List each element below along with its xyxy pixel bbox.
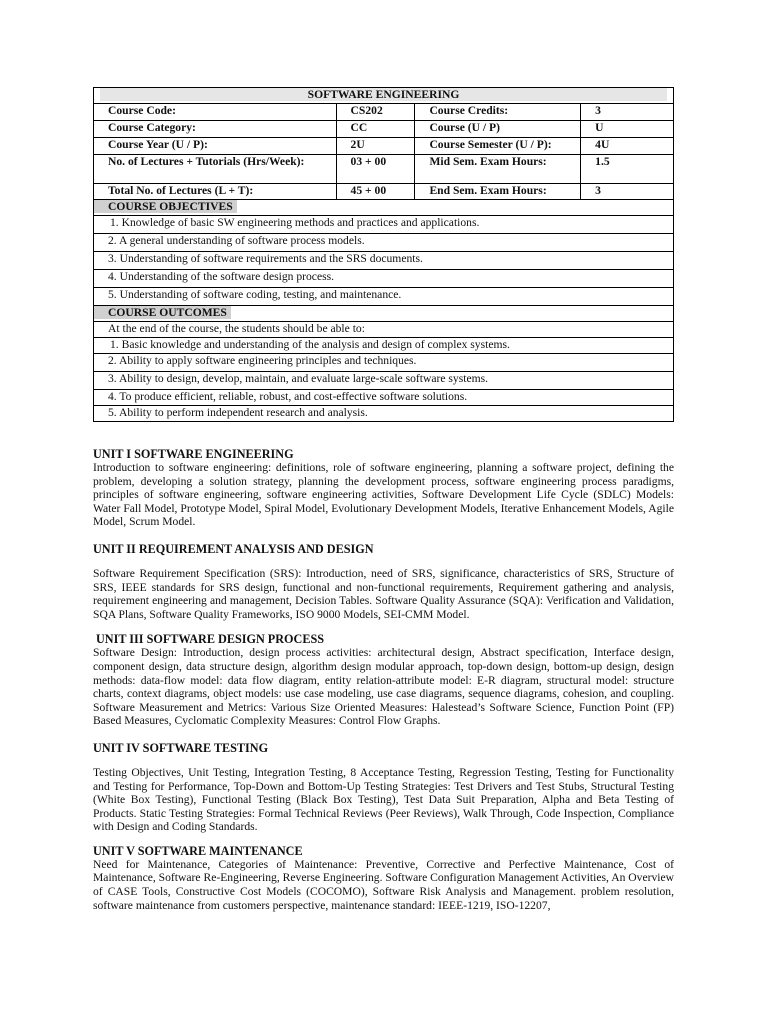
course-year-value: 2U — [336, 138, 415, 155]
course-info-table — [93, 87, 674, 422]
unit-heading: UNIT II REQUIREMENT ANALYSIS AND DESIGN — [93, 541, 374, 556]
outcome-item: 5. Ability to perform independent research and analysis. — [94, 406, 674, 422]
unit-heading: UNIT V SOFTWARE MAINTENANCE — [93, 843, 303, 858]
total-lectures-label: Total No. of Lectures (L + T): — [94, 184, 337, 200]
course-semester-label: Course Semester (U / P): — [415, 138, 581, 155]
unit-body: Introduction to software engineering: definitions, role of software engineering, planning a software project, defining the problem, developing a solution strategy, planning the development process, software engineering process paradigms, principles of software engineering, software engineering activities, Software Development Life Cycle (SDLC) Models: Water Fall Model, Prototype Model, Spiral Model, Evolutionary Development Models, Iterative Enhancement Models, Agile Model, Scrum Model. — [93, 461, 674, 529]
end-sem-hours-value: 3 — [581, 184, 674, 200]
course-category-value: CC — [336, 121, 415, 138]
unit-body: Testing Objectives, Unit Testing, Integration Testing, 8 Acceptance Testing, Regression Testing, Testing for Functionality and Testing for Performance, Top-Down and Bottom-Up Testing Strategies: Test Drivers and Test Stubs, Structural Testing (White Box Testing), Functional Testing (Black Box Testing), Test Data Suit Preparation, Alpha and Beta Testing of Products. Static Testing Strategies: Formal Technical Reviews (Peer Reviews), Walk Through, Code Inspection, Compliance with Design and Coding Standards. — [93, 765, 674, 834]
course-type-label: Course (U / P) — [415, 121, 581, 138]
objectives-heading-cell — [94, 200, 674, 216]
outcomes-heading-cell — [94, 306, 674, 322]
objectives-heading: COURSE OBJECTIVES — [94, 200, 237, 213]
end-sem-hours-label: End Sem. Exam Hours: — [415, 184, 581, 200]
course-year-label: Course Year (U / P): — [94, 138, 337, 155]
outcome-item: 4. To produce efficient, reliable, robust, and cost-effective software solutions. — [94, 390, 674, 406]
total-lectures-value: 45 + 00 — [336, 184, 415, 200]
info-row — [94, 138, 674, 155]
outcome-item: 1. Basic knowledge and understanding of the analysis and design of complex systems. — [94, 338, 674, 354]
objective-item: 2. A general understanding of software process models. — [94, 234, 674, 252]
unit-section — [93, 632, 674, 728]
course-code-value: CS202 — [336, 104, 415, 121]
course-code-label: Course Code: — [94, 104, 337, 121]
unit-body: Software Requirement Specification (SRS): Introduction, need of SRS, significance, characteristics of SRS, Structure of SRS, IEEE standards for SRS design, functional and non-functional requirements, Requirement gathering and analysis, requirement engineering and management, Decision Tables. Software Quality Assurance (SQA): Verification and Validation, SQA Plans, Software Quality Frameworks, ISO 9000 Models, SEI-CMM Model. — [93, 566, 674, 621]
unit-heading: UNIT IV SOFTWARE TESTING — [93, 740, 269, 755]
objective-item: 3. Understanding of software requirements and the SRS documents. — [94, 252, 674, 270]
outcomes-intro: At the end of the course, the students should be able to: — [94, 322, 674, 338]
unit-body: Need for Maintenance, Categories of Maintenance: Preventive, Corrective and Perfective Maintenance, Cost of Maintenance, Software Re-Engineering, Reverse Engineering. Software Configuration Management Activities, An Overview of CASE Tools, Constructive Cost Models (COCOMO), Software Risk Analysis and Management. problem resolution, software maintenance from customers perspective, maintenance standard: IEEE-1219, ISO-12207, — [93, 857, 674, 912]
mid-sem-hours-value: 1.5 — [581, 155, 674, 184]
unit-section — [93, 447, 674, 529]
info-row — [94, 121, 674, 138]
unit-section — [93, 844, 674, 912]
unit-section — [93, 741, 674, 834]
course-type-value: U — [581, 121, 674, 138]
course-semester-value: 4U — [581, 138, 674, 155]
lectures-per-week-label: No. of Lectures + Tutorials (Hrs/Week): — [94, 155, 337, 184]
objective-item: 4. Understanding of the software design process. — [94, 270, 674, 288]
course-title-cell — [94, 88, 674, 104]
outcome-item: 3. Ability to design, develop, maintain, and evaluate large-scale software systems. — [94, 372, 674, 390]
syllabus-page — [93, 87, 674, 912]
course-category-label: Course Category: — [94, 121, 337, 138]
objective-item: 5. Understanding of software coding, testing, and maintenance. — [94, 288, 674, 306]
outcomes-heading: COURSE OUTCOMES — [94, 306, 231, 319]
course-credits-label: Course Credits: — [415, 104, 581, 121]
course-title: SOFTWARE ENGINEERING — [100, 88, 667, 101]
unit-body: Software Design: Introduction, design process activities: architectural design, Abstract specification, Interface design, component design, data structure design, algorithm design modular approach, top-down design, bottom-up design, design methods: data-flow model: data flow diagram, entity relation-attribute model: E-R diagram, structural model: structure charts, context diagrams, object models: use case modeling, use case diagrams, sequence diagrams, cohesion, and coupling. Software Measurement and Metrics: Various Size Oriented Measures: Halestead’s Software Science, Function Point (FP) Based Measures, Cyclomatic Complexity Measures: Control Flow Graphs. — [93, 646, 674, 728]
lectures-per-week-value: 03 + 00 — [336, 155, 415, 184]
outcome-item: 2. Ability to apply software engineering principles and techniques. — [94, 354, 674, 372]
objective-item: 1. Knowledge of basic SW engineering methods and practices and applications. — [94, 216, 674, 234]
unit-heading: UNIT III SOFTWARE DESIGN PROCESS — [96, 632, 325, 647]
unit-section — [93, 542, 674, 621]
info-row — [94, 184, 674, 200]
unit-heading: UNIT I SOFTWARE ENGINEERING — [93, 447, 294, 461]
info-row — [94, 104, 674, 121]
info-row — [94, 155, 674, 184]
mid-sem-hours-label: Mid Sem. Exam Hours: — [415, 155, 581, 184]
course-credits-value: 3 — [581, 104, 674, 121]
